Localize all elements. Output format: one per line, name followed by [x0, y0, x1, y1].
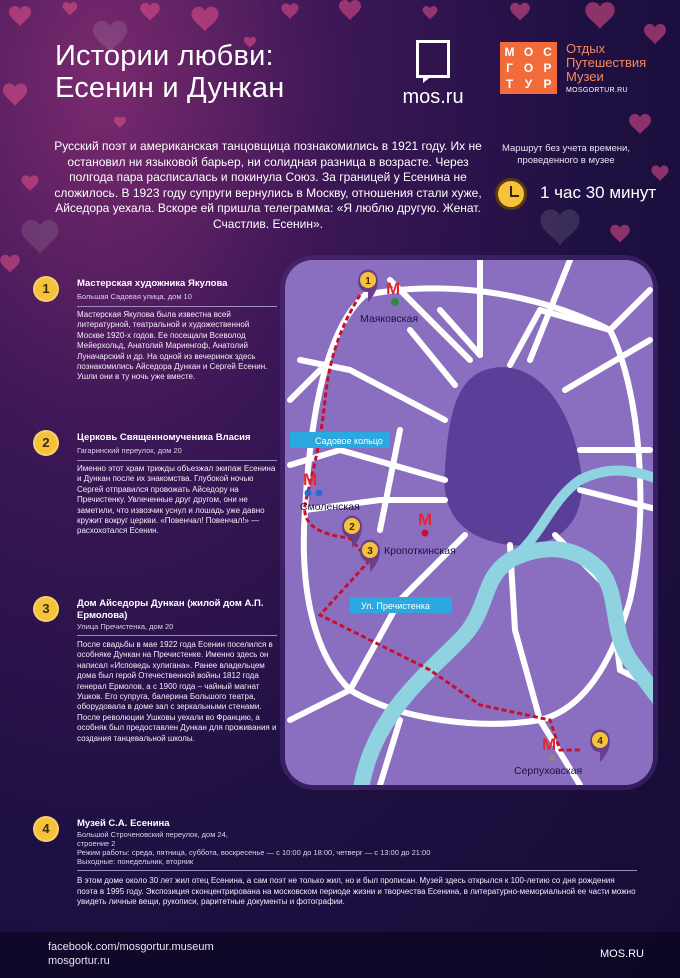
street-label-sadovoe: Садовое кольцо: [315, 436, 383, 446]
stop-number-badge: 1: [35, 278, 57, 300]
mosru-logo[interactable]: [393, 40, 473, 109]
tagline-word: Музеи: [566, 69, 604, 84]
mosgortur-letter: М: [504, 45, 515, 59]
pin-number: 2: [349, 522, 355, 533]
street-label-prechistenka: Ул. Пречистенка: [361, 601, 430, 611]
mosgortur-letter: Г: [506, 61, 513, 75]
mosgortur-letter: Т: [505, 77, 514, 91]
stop-name: Музей С.А. Есенина: [77, 818, 170, 829]
mosru-logo-label: mos.ru: [402, 86, 464, 108]
pin-number: 4: [597, 736, 603, 747]
metro-line-dot: [316, 490, 323, 497]
stop-1: [35, 278, 275, 408]
stop-description: Мастерская Якулова была известна всей литературной, театральной и художественной Москве 1920-х годов. Ее посещали Всеволод Мейерхольд, Анатолий Мариенгоф, Анатолий Луначарский и др. На одной из вечеринок здесь познакомились Айседора Дункан и Сергей Есенин. Ушли они в ту ночь уже вместе.: [77, 310, 268, 382]
stop-address: Гагаринский переулок, дом 20: [77, 446, 182, 455]
stop-hours: Режим работы: среда, пятница, суббота, воскресенье — с 10:00 до 18:00, четверг — с 13:00 до 21:00: [77, 848, 431, 857]
mosgortur-letter: Р: [543, 77, 552, 91]
divider: [77, 306, 277, 307]
metro-line-dot: [391, 298, 399, 306]
station-label-smolenskaya: Смоленская: [300, 501, 360, 513]
divider: [77, 635, 277, 636]
metro-line-dot: [549, 755, 556, 762]
title-line-1: Истории любви:: [55, 40, 274, 72]
metro-line-dot: [305, 490, 312, 497]
stop-2: [35, 432, 275, 562]
stop-description: В этом доме около 30 лет жил отец Есенина, а сам поэт не только жил, но и был прописан. Музей здесь открылся к 100-летию со дня рождения поэта в 1995 году. Экспозиция сконцентрирована на московском периоде жизни и творчества Есенина, в литературно-мемориальной ее части можно увидеть личные вещи, рукописи, раритетные документы и фотографии.: [77, 876, 636, 907]
tagline-word: Путешествия: [566, 55, 647, 70]
mosgortur-letter: О: [523, 45, 534, 59]
facebook-link[interactable]: facebook.com/mosgortur.museum: [48, 941, 214, 953]
mosgortur-letter: С: [543, 45, 552, 59]
station-label-mayakovskaya: Маяковская: [360, 313, 419, 325]
title-line-2: Есенин и Дункан: [55, 72, 285, 104]
tagline-word: Отдых: [566, 41, 606, 56]
page-title: [55, 40, 284, 104]
metro-m-icon: M: [418, 510, 433, 529]
stop-address: Большая Садовая улица, дом 10: [77, 292, 192, 301]
stop-name: Дом Айседоры Дункан (жилой дом А.П. Ермолова): [77, 598, 264, 621]
station-label-serpukhovskaya: Серпуховская: [514, 765, 583, 777]
station-label-kropotkinskaya: Кропоткинская: [384, 545, 456, 557]
stop-3: [35, 598, 275, 778]
intro-text: Русский поэт и американская танцовщица познакомились в 1921 году. Их не остановил ни языковой барьер, ни солидная разница в возрасте. Через полгода пара расписалась и покинула Союз. За границей у Есенина не сложилось. В 1923 году супруги вернулись в Москву, отношения стали хуже, Айседора уехала. Вскоре ей пришла телеграмма: «Я люблю другую. Женат. Счастлив. Есенин».: [54, 139, 482, 231]
route-duration: 1 час 30 минут: [540, 183, 657, 202]
mosgortur-letter-grid: [500, 42, 557, 94]
metro-m-icon: M: [303, 470, 318, 489]
stop-description: Именно этот храм трижды объезжал экипаж Есенина и Дункан после их знакомства. Глубокой ночью Сергей отправился провожать Айседору на Пречистенку. Увлеченные друг другом, они не заметили, что извозчик уснул и лошадь уже давно кружит вокруг церкви. «Повенчал! Повенчал!» — расхохотался Есенин.: [77, 464, 276, 536]
mosru-footer-link[interactable]: MOS.RU: [600, 948, 644, 960]
stop-name: Церковь Священномученика Власия: [77, 432, 251, 443]
stop-address: Улица Пречистенка, дом 20: [77, 622, 174, 631]
mosru-logo-icon: [416, 40, 450, 78]
stop-number-badge: 4: [35, 818, 57, 840]
mosgortur-site: MOSGORTUR.RU: [566, 87, 628, 94]
mosgortur-letter: У: [524, 77, 533, 91]
mosgortur-logo[interactable]: [500, 41, 647, 94]
divider: [77, 460, 277, 461]
pin-number: 3: [367, 546, 373, 557]
divider: [77, 870, 637, 871]
metro-m-icon: M: [542, 735, 557, 754]
stop-name: Мастерская художника Якулова: [77, 278, 228, 289]
stop-description: После свадьбы в мае 1922 года Есенин поселился в особняке Дункан на Пречистенке. Именно здесь он написал «Исповедь хулигана». Ранее владельцем дома был герой Отечественной войны 1812 года генерал Ермолов, а с 1900 года – чайный магнат Ушков. Его супруга, балерина Большого театра, оборудовала в доме зал с зеркальными стенами. После революции Ушковы уехали во Францию, а особняк был предоставлен Дункан для проживания и создания танцевальной школы.: [77, 640, 277, 743]
route-time-note: Маршрут без учета времени, проведенного в музее: [502, 143, 630, 166]
clock-icon: [495, 178, 527, 210]
mosgortur-tagline: [566, 42, 646, 84]
route-map[interactable]: [280, 250, 660, 795]
stop-closed-days: Выходные: понедельник, вторник: [77, 857, 194, 866]
stop-number-badge: 2: [35, 432, 57, 454]
stop-4: [35, 818, 635, 878]
site-link[interactable]: mosgortur.ru: [48, 955, 110, 967]
mosgortur-letter: Р: [543, 61, 552, 75]
map-canvas: [280, 250, 660, 795]
pin-number: 1: [365, 276, 371, 287]
metro-m-icon: M: [386, 279, 401, 298]
stop-number-badge: 3: [35, 598, 57, 620]
mosgortur-letter: О: [523, 61, 534, 75]
footer-links: [48, 940, 214, 968]
stop-address: Большой Строченовский переулок, дом 24, строение 2: [77, 830, 228, 848]
metro-line-dot: [422, 530, 429, 537]
